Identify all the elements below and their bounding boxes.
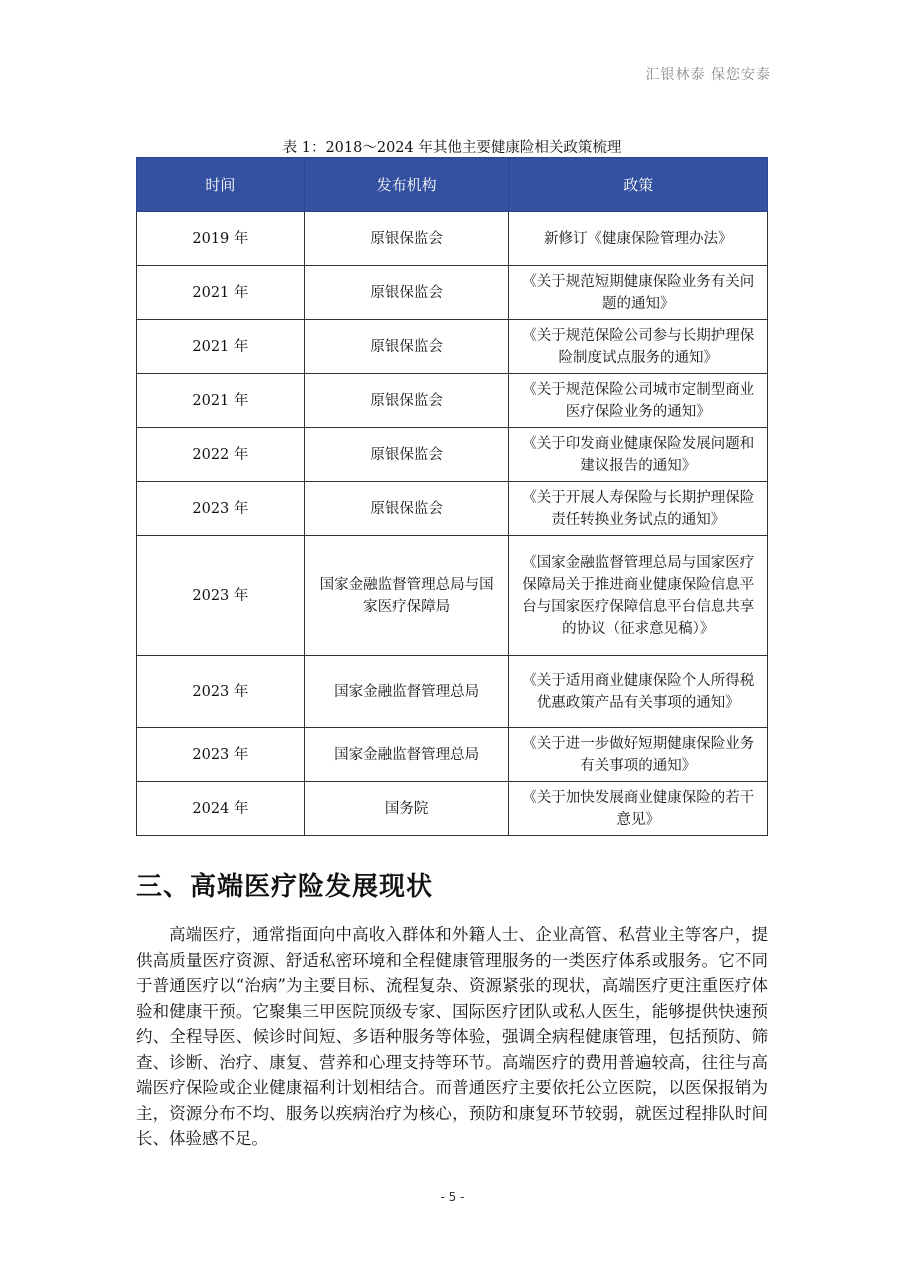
cell-org: 原银保监会 <box>304 320 509 374</box>
page-number: - 5 - <box>440 1190 465 1204</box>
cell-org: 原银保监会 <box>304 428 509 482</box>
cell-policy: 《关于印发商业健康保险发展问题和建议报告的通知》 <box>509 428 768 482</box>
cell-time: 2022 年 <box>137 428 305 482</box>
cell-policy: 新修订《健康保险管理办法》 <box>509 212 768 266</box>
table-header-row <box>137 158 768 212</box>
cell-org: 国家金融监督管理总局与国家医疗保障局 <box>304 536 509 656</box>
column-header-time: 时间 <box>137 158 305 212</box>
cell-policy: 《关于进一步做好短期健康保险业务有关事项的通知》 <box>509 728 768 782</box>
table-row <box>137 536 768 656</box>
cell-time: 2021 年 <box>137 374 305 428</box>
cell-policy: 《关于规范保险公司参与长期护理保险制度试点服务的通知》 <box>509 320 768 374</box>
cell-time: 2023 年 <box>137 482 305 536</box>
table-row <box>137 428 768 482</box>
cell-org: 国家金融监督管理总局 <box>304 728 509 782</box>
cell-policy: 《国家金融监督管理总局与国家医疗保障局关于推进商业健康保险信息平台与国家医疗保障信息平台信息共享的协议（征求意见稿）》 <box>509 536 768 656</box>
body-paragraph: 高端医疗，通常指面向中高收入群体和外籍人士、企业高管、私营业主等客户，提供高质量医疗资源、舒适私密环境和全程健康管理服务的一类医疗体系或服务。它不同于普通医疗以“治病”为主要目标、流程复杂、资源紧张的现状，高端医疗更注重医疗体验和健康干预。它聚集三甲医院顶级专家、国际医疗团队或私人医生，能够提供快速预约、全程导医、候诊时间短、多语种服务等体验，强调全病程健康管理，包括预防、筛查、诊断、治疗、康复、营养和心理支持等环节。高端医疗的费用普遍较高，往往与高端医疗保险或企业健康福利计划相结合。而普通医疗主要依托公立医院，以医保报销为主，资源分布不均、服务以疾病治疗为核心，预防和康复环节较弱，就医过程排队时间长、体验感不足。 <box>136 925 768 1148</box>
cell-time: 2023 年 <box>137 728 305 782</box>
cell-policy: 《关于加快发展商业健康保险的若干意见》 <box>509 782 768 836</box>
cell-org: 国务院 <box>304 782 509 836</box>
cell-policy: 《关于开展人寿保险与长期护理保险责任转换业务试点的通知》 <box>509 482 768 536</box>
cell-org: 国家金融监督管理总局 <box>304 656 509 728</box>
cell-time: 2021 年 <box>137 266 305 320</box>
column-header-policy: 政策 <box>509 158 768 212</box>
table-row <box>137 374 768 428</box>
table-row <box>137 656 768 728</box>
cell-time: 2023 年 <box>137 656 305 728</box>
cell-time: 2024 年 <box>137 782 305 836</box>
cell-org: 原银保监会 <box>304 482 509 536</box>
cell-time: 2021 年 <box>137 320 305 374</box>
cell-policy: 《关于规范保险公司城市定制型商业医疗保险业务的通知》 <box>509 374 768 428</box>
table-row <box>137 482 768 536</box>
header-brand: 汇银林泰 保您安泰 <box>645 67 771 83</box>
table-row <box>137 212 768 266</box>
table-row <box>137 320 768 374</box>
column-header-org: 发布机构 <box>304 158 509 212</box>
cell-time: 2023 年 <box>137 536 305 656</box>
cell-org: 原银保监会 <box>304 266 509 320</box>
table-row <box>137 266 768 320</box>
cell-policy: 《关于规范短期健康保险业务有关问题的通知》 <box>509 266 768 320</box>
cell-org: 原银保监会 <box>304 212 509 266</box>
table-row <box>137 782 768 836</box>
cell-org: 原银保监会 <box>304 374 509 428</box>
cell-policy: 《关于适用商业健康保险个人所得税优惠政策产品有关事项的通知》 <box>509 656 768 728</box>
table-caption: 表 1：2018～2024 年其他主要健康险相关政策梳理 <box>282 140 622 156</box>
table-row <box>137 728 768 782</box>
cell-time: 2019 年 <box>137 212 305 266</box>
policy-table <box>136 157 768 836</box>
section-heading: 三、高端医疗险发展现状 <box>136 872 434 902</box>
